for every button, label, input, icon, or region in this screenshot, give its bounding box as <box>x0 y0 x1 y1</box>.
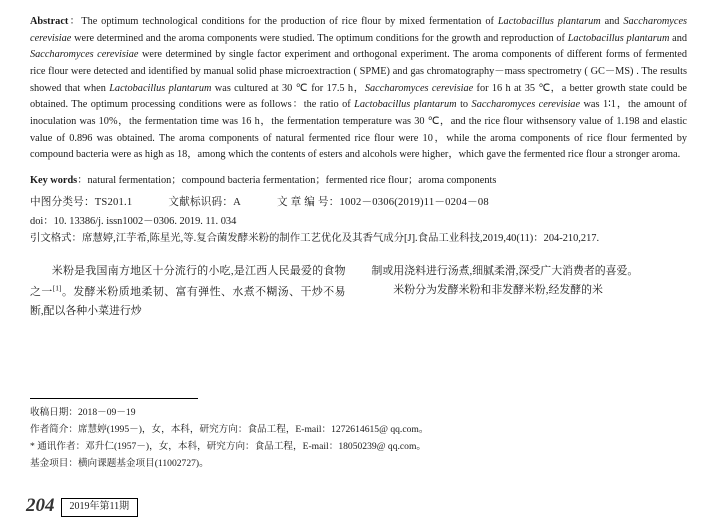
keywords-section <box>30 173 687 189</box>
page-number: 204 <box>26 495 55 516</box>
keywords-separator: ： <box>77 175 88 187</box>
body-column-left <box>30 262 346 321</box>
abstract-separator: ： <box>68 16 82 27</box>
document-code: 文献标识码：A <box>168 196 241 208</box>
document-code-label: 文献标识码 <box>168 196 223 208</box>
doi-line: doi：10. 13386/j. issn1002－0306. 2019. 11. 034 <box>30 215 237 227</box>
clc-label: 中图分类号 <box>30 196 84 208</box>
metadata-line <box>30 194 687 212</box>
document-code-value: A <box>233 196 241 208</box>
body-columns <box>30 262 687 321</box>
footnote-funding: 基金项目：横向课题基金项目(11002727)。 <box>30 458 209 470</box>
paragraph: 米粉分为发酵米粉和非发酵米粉,经发酵的米 <box>393 284 603 297</box>
body-column-right <box>372 262 688 321</box>
footnote-received-date: 收稿日期：2018－09－19 <box>30 407 136 418</box>
abstract-section <box>30 14 687 164</box>
article-number-label: 文 章 编 号 <box>277 196 329 208</box>
paragraph: 制或用浇料进行汤煮,细腻柔滑,深受广大消费者的喜爱。 <box>371 265 639 278</box>
article-number-value: 1002－0306(2019)11－0204－08 <box>339 196 489 208</box>
reference-marker: [1] <box>52 283 62 293</box>
citation-line: 引文格式：席慧婷,江芋希,陈星光,等.复合菌发酵米粉的制作工艺优化及其香气成分[J].食品工业科技,2019,40(11)：204-210,217. <box>30 233 600 245</box>
footnote-author-bio: 作者简介：席慧婷(1995－)，女，本科，研究方向：食品工程，E-mail：1272614615@ qq.com。 <box>30 424 429 436</box>
page-footer <box>26 496 138 517</box>
keywords-label: Key words <box>30 175 78 187</box>
keywords-text: natural fermentation；compound bacteria fermentation；fermented rice flour；aroma components <box>87 175 497 187</box>
footnote-divider <box>30 398 198 399</box>
abstract-label: Abstract <box>30 16 69 27</box>
footnotes-section <box>30 404 680 472</box>
footnote-corresponding-author: * 通讯作者：邓升仁(1957－)，女，本科，研究方向：食品工程，E-mail：18050239@ qq.com。 <box>30 441 427 453</box>
paragraph: 米粉是我国南方地区十分流行的小吃,是江西人民最爱的食物之一[1]。发酵米粉质地柔韧、富有弹性、水煮不糊汤、干炒不易断,配以各种小菜进行炒 <box>30 265 346 318</box>
issue-label: 2019年第11期 <box>61 498 139 517</box>
clc-number: 中图分类号：TS201.1 <box>30 196 133 208</box>
abstract-text: The optimum technological conditions for the production of rice flour by mixed fermentation of Lactobacillus plantarum and Saccharomyces cerevisiae were determined and the aroma components were studied. The optimum conditions for the growth and reproduction of Lactobacillus plantarum and Saccharomyces cerevisiae were determined by single factor experiment and orthogonal experiment. The aroma components of different forms of fermented rice flour were detected and identified by manual solid phase microextraction ( SPME) and gas chromatography－mass spectrometry ( GC－MS) . The results showed that when Lactobacillus plantarum was cultured at 30 ℃ for 17.5 h，Saccharomyces cerevisiae for 16 h at 35 ℃，a better growth state could be obtained. The optimum processing conditions were as follows：the ratio of Lactobacillus plantarum to Saccharomyces cerevisiae was 1∶1，the amount of inoculation was 10%，the fermentation time was 16 h，the fermentation temperature was 30 ℃，and the rice flour withsensory value of 1.198 and elastic value of 0.896 was obtained. The aroma components of natural fermented rice flour were 10，while the aroma components of rice flour fermented by compound bacteria were as high as 18，among which the contents of esters and alcohols were higher，which gave the fermented rice flour a stronger aroma. <box>30 16 688 161</box>
article-number: 文 章 编 号：1002－0306(2019)11－0204－08 <box>277 196 489 208</box>
clc-value: TS201.1 <box>94 196 133 208</box>
